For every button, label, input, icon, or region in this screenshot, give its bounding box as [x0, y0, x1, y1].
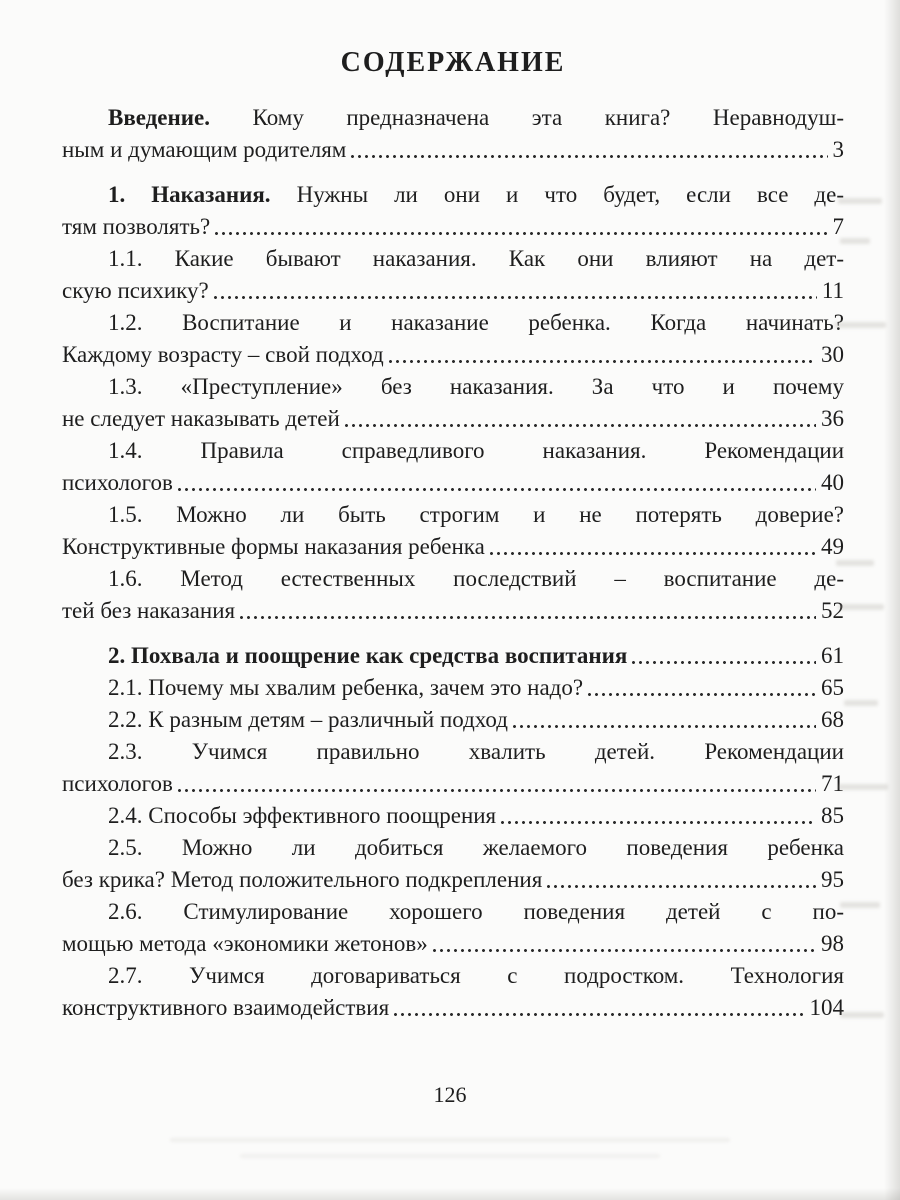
toc-entry-line-text: 2.1. Почему мы хвалим ребенка, зачем это надо? [108, 675, 584, 700]
toc-entry-text [62, 864, 542, 896]
toc-page-number: 65 [821, 675, 844, 700]
dot-leader [511, 724, 816, 729]
toc-entry-line [62, 102, 844, 134]
dot-leader [238, 615, 816, 620]
toc-page-number: 95 [821, 867, 844, 892]
toc-page-number: 11 [821, 278, 844, 303]
dot-leader [212, 295, 817, 300]
toc-entry-text [62, 467, 173, 499]
toc-list [62, 102, 844, 1024]
toc-page-number: 36 [821, 406, 844, 431]
toc-entry-last-line [62, 339, 844, 371]
toc-entry-text [62, 339, 384, 371]
toc-entry-last-line [62, 704, 844, 736]
toc-entry-line-text: без крика? Метод положительного подкрепления [62, 867, 543, 892]
toc-entry-line-text: тям позволять? [62, 214, 211, 239]
toc-entry-text [62, 595, 235, 627]
footer-page-number: 126 [433, 1082, 467, 1107]
toc-entry-line-text: 2.6. Стимулирование хорошего поведения детей с по- [108, 899, 844, 924]
toc-entry [62, 179, 844, 243]
page-title: СОДЕРЖАНИЕ [340, 47, 566, 78]
dot-leader [343, 423, 816, 428]
dot-leader [349, 154, 827, 159]
dot-leader [392, 1012, 804, 1017]
toc-entry-last-line [62, 864, 844, 896]
toc-entry-text [108, 704, 508, 736]
toc-entry-line-text: психологов [62, 470, 173, 495]
toc-entry-line-text: 2.2. К разным детям – различный подход [108, 707, 508, 732]
dot-leader [387, 359, 816, 364]
toc-page-number: 68 [821, 707, 844, 732]
toc-entry-text [62, 928, 428, 960]
toc-entry-text [62, 275, 209, 307]
toc-entry-text [108, 438, 844, 463]
scan-smudge [840, 1012, 884, 1018]
scan-smudge [838, 604, 884, 610]
toc-entry-text [108, 246, 844, 271]
dot-leader [630, 660, 816, 665]
dot-leader [431, 948, 816, 953]
dot-leader [499, 820, 816, 825]
toc-entry-text [62, 211, 210, 243]
toc-entry-last-line [62, 467, 844, 499]
toc-entry-text [108, 105, 844, 130]
toc-entry-last-line [62, 640, 844, 672]
toc-entry-text [62, 992, 389, 1024]
toc-entry-line [62, 243, 844, 275]
toc-entry-line-text: скую психику? [62, 278, 209, 303]
scan-smudge [240, 1154, 660, 1158]
scan-smudge [840, 902, 880, 908]
toc-entry-line [62, 307, 844, 339]
dot-leader [545, 884, 816, 889]
dot-leader [586, 692, 816, 697]
toc-entry-last-line [62, 275, 844, 307]
toc-entry-line-text: 2.3. Учимся правильно хвалить детей. Рекомендации [108, 739, 844, 764]
toc-entry-text [108, 739, 844, 764]
toc-entry-line-text: 2.7. Учимся договариваться с подростком. Технология [108, 963, 844, 988]
toc-page-number: 71 [821, 771, 844, 796]
toc-entry-text [108, 182, 844, 207]
toc-entry-text [62, 134, 346, 166]
toc-entry-text [108, 502, 844, 527]
scan-smudge [170, 1138, 730, 1142]
toc-entry-last-line [62, 800, 844, 832]
toc-entry-line-text: мощью метода «экономики жетонов» [62, 931, 428, 956]
toc-entry-last-line [62, 595, 844, 627]
toc-entry [62, 371, 844, 435]
toc-entry-line-text: 1.1. Какие бывают наказания. Как они влияют на дет- [108, 246, 844, 271]
scan-smudge [844, 700, 878, 706]
toc-entry-line-text: психологов [62, 771, 173, 796]
toc-entry [62, 704, 844, 736]
page-edge-shadow-right [884, 0, 900, 1200]
toc-entry [62, 243, 844, 307]
toc-page-number: 30 [821, 342, 844, 367]
toc-page-number: 3 [832, 137, 844, 162]
toc-entry-text [108, 963, 844, 988]
scan-smudge [834, 322, 886, 328]
toc-entry-text [108, 800, 496, 832]
toc-entry-text [108, 899, 844, 924]
toc-page-number: 61 [821, 643, 844, 668]
toc-entry-text [62, 403, 340, 435]
toc-entry-line-text: 1.2. Воспитание и наказание ребенка. Когда начинать? [108, 310, 844, 335]
toc-entry-line-text: тей без наказания [62, 598, 236, 623]
toc-entry-text [108, 640, 627, 672]
toc-entry [62, 435, 844, 499]
toc-entry-last-line [62, 672, 844, 704]
toc-page-number: 85 [821, 803, 844, 828]
toc-page-number: 104 [809, 995, 844, 1020]
toc-entry-line-text: 2.4. Способы эффективного поощрения [108, 803, 497, 828]
toc-entry-line-text: Нужны ли они и что будет, если все де- [296, 182, 845, 207]
toc-entry-line [62, 179, 844, 211]
toc-entry-line [62, 371, 844, 403]
toc-entry-heading: Введение. [108, 105, 210, 130]
toc-entry-last-line [62, 768, 844, 800]
toc-entry-heading: 2. Похвала и поощрение как средства воспитания [108, 643, 628, 668]
toc-entry-line-text: не следует наказывать детей [62, 406, 340, 431]
toc-entry-line-text: Конструктивные формы наказания ребенка [62, 534, 485, 559]
toc-entry-line-text: 1.3. «Преступление» без наказания. За что и почему [108, 374, 844, 399]
toc-entry-text [108, 566, 844, 591]
toc-entry [62, 672, 844, 704]
scan-smudge [838, 784, 888, 790]
toc-entry-text [108, 835, 844, 860]
toc-entry-line [62, 499, 844, 531]
toc-entry-last-line [62, 211, 844, 243]
toc-entry-line-text: Каждому возрасту – свой подход [62, 342, 384, 367]
toc-entry [62, 832, 844, 896]
toc-entry [62, 640, 844, 672]
toc-entry [62, 102, 844, 166]
toc-entry [62, 960, 844, 1024]
toc-entry-last-line [62, 531, 844, 563]
toc-entry-line-text: Кому предназначена эта книга? Неравнодуш- [252, 105, 844, 130]
page-edge-shadow-bottom [0, 1188, 900, 1200]
toc-entry-text [108, 672, 583, 704]
toc-entry-line [62, 896, 844, 928]
scan-smudge [836, 560, 874, 566]
toc-page-number: 52 [821, 598, 844, 623]
toc-entry-line-text: 1.5. Можно ли быть строгим и не потерять доверие? [108, 502, 844, 527]
toc-entry-line-text: 2.5. Можно ли добиться желаемого поведения ребенка [108, 835, 844, 860]
toc-entry-text [108, 374, 844, 399]
toc-entry [62, 307, 844, 371]
toc-entry-line [62, 435, 844, 467]
scan-smudge [840, 238, 870, 244]
toc-page-number: 7 [832, 214, 844, 239]
toc-entry-last-line [62, 403, 844, 435]
toc-entry-line [62, 563, 844, 595]
dot-leader [213, 231, 827, 236]
toc-entry [62, 800, 844, 832]
scan-smudge [838, 198, 882, 204]
toc-page-number: 98 [821, 931, 844, 956]
toc-entry [62, 736, 844, 800]
dot-leader [488, 551, 816, 556]
toc-entry-line [62, 960, 844, 992]
toc-entry-line-text: 1.4. Правила справедливого наказания. Рекомендации [108, 438, 844, 463]
toc-entry-line-text: ным и думающим родителям [62, 137, 347, 162]
toc-entry-last-line [62, 134, 844, 166]
toc-entry-last-line [62, 992, 844, 1024]
toc-page-number: 40 [821, 470, 844, 495]
toc-entry-line-text: 1.6. Метод естественных последствий – воспитание де- [108, 566, 844, 591]
toc-entry-text [62, 531, 485, 563]
toc-entry [62, 563, 844, 627]
dot-leader [176, 487, 816, 492]
toc-page-number: 49 [821, 534, 844, 559]
toc-entry-text [108, 310, 844, 335]
toc-entry [62, 499, 844, 563]
toc-entry-line [62, 736, 844, 768]
dot-leader [176, 788, 816, 793]
toc-entry [62, 896, 844, 960]
toc-entry-line [62, 832, 844, 864]
toc-entry-line-text: конструктивного взаимодействия [62, 995, 390, 1020]
toc-entry-text [62, 768, 173, 800]
toc-entry-last-line [62, 928, 844, 960]
toc-entry-heading: 1. Наказания. [108, 182, 271, 207]
